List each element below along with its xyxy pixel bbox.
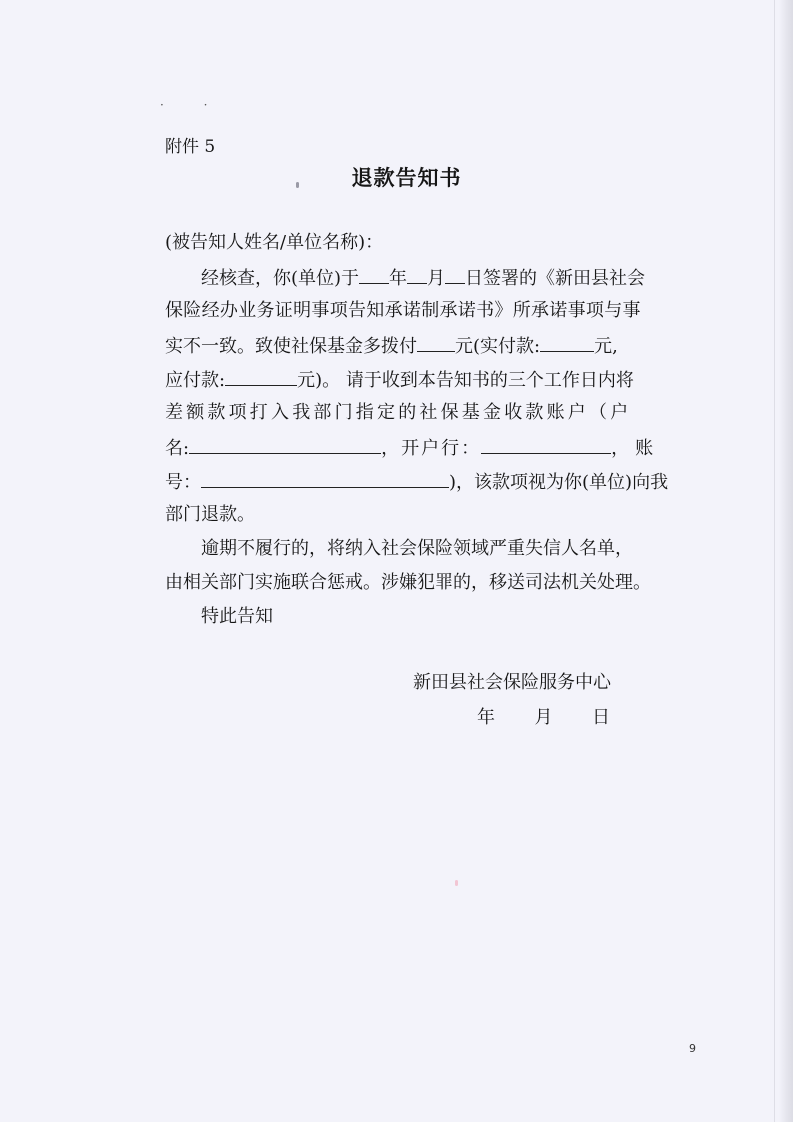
scan-speck xyxy=(296,182,299,188)
annex-label: 附件 5 xyxy=(165,137,216,157)
p1-l4-a: 应付款: xyxy=(165,370,226,391)
blank-account-number xyxy=(201,469,449,488)
blank-year xyxy=(359,265,389,284)
p2-line-1: 逾期不履行的，将纳入社会保险领域严重失信人名单， xyxy=(201,538,633,559)
p1-line-5: 差额款项打入我部门指定的社保基金收款账户（户 xyxy=(165,402,632,423)
p2-line-2: 由相关部门实施联合惩戒。涉嫌犯罪的，移送司法机关处理。 xyxy=(165,572,651,593)
date-line xyxy=(477,703,610,729)
p1-l1-a: 经核查，你(单位)于 xyxy=(201,268,360,289)
p1-l3-c: 元, xyxy=(594,336,618,357)
p1-line-4 xyxy=(165,367,634,393)
p1-line-7 xyxy=(165,469,668,495)
blank-should-pay xyxy=(225,367,297,386)
p1-l6-b: ，开户行： xyxy=(381,438,482,459)
p1-l7-b: )，该款项视为你(单位)向我 xyxy=(449,472,669,493)
issuer-name: 新田县社会保险服务中心 xyxy=(413,672,611,693)
p1-l3-a: 实不一致。致使社保基金多拨付 xyxy=(165,336,417,357)
p1-l7-a: 号： xyxy=(165,472,201,493)
date-day: 日 xyxy=(591,707,610,728)
p1-l6-c: ，账 xyxy=(611,438,660,459)
p1-line-8: 部门退款。 xyxy=(165,504,255,525)
blank-day xyxy=(445,265,465,284)
p1-line-2: 保险经办业务证明事项告知承诺制承诺书》所承诺事项与事 xyxy=(165,300,641,321)
scan-dots: · · xyxy=(160,98,226,112)
p1-l1-d: 日签署的《新田县社会 xyxy=(465,268,646,289)
document-title: 退款告知书 xyxy=(351,165,462,190)
p1-line-6 xyxy=(165,435,659,461)
blank-overpaid xyxy=(417,333,455,352)
date-month: 月 xyxy=(534,707,553,728)
page-number: 9 xyxy=(689,1042,696,1055)
p1-l1-c: 月 xyxy=(427,268,446,289)
p1-l4-b: 元)。 请于收到本告知书的三个工作日内将 xyxy=(297,370,634,391)
blank-account-name xyxy=(189,435,381,454)
blank-month xyxy=(407,265,427,284)
closing-line: 特此告知 xyxy=(201,606,273,627)
blank-bank xyxy=(481,435,611,454)
date-year: 年 xyxy=(477,707,495,728)
p1-l1-b: 年 xyxy=(389,268,408,289)
p1-l6-a: 名: xyxy=(165,438,190,459)
blank-actual-paid xyxy=(540,333,594,352)
p1-line-3 xyxy=(165,333,618,359)
recipient-line: (被告知人姓名/单位名称)： xyxy=(165,232,384,253)
p1-l3-b: 元(实付款: xyxy=(455,336,541,357)
p1-line-1 xyxy=(201,265,645,291)
scan-speck-pink xyxy=(455,880,458,886)
